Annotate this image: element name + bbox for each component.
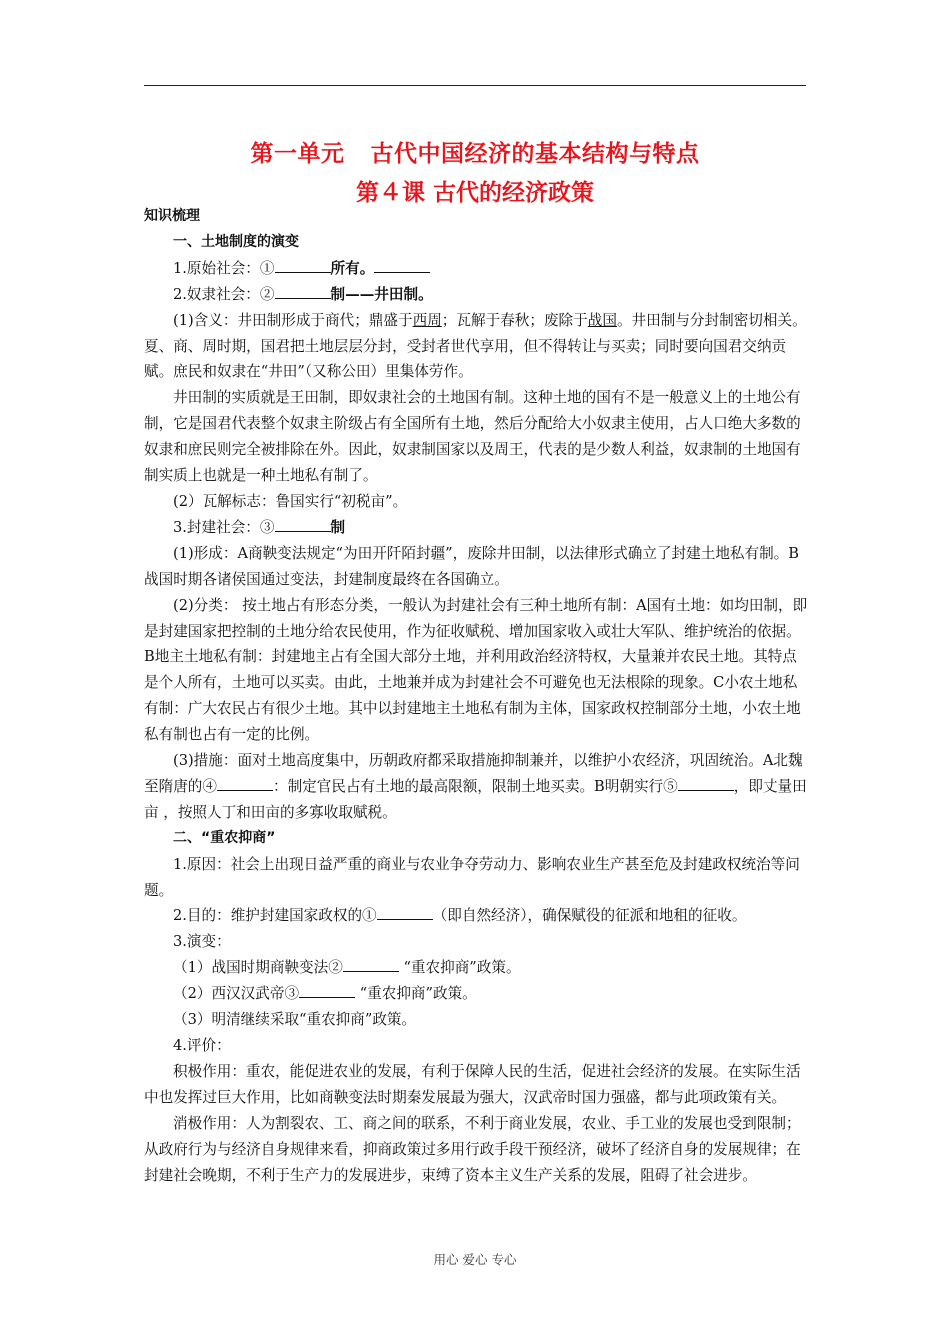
fill-blank-2[interactable]	[275, 285, 331, 299]
fill-blank-5[interactable]	[678, 777, 734, 791]
fill-blank-3[interactable]	[275, 518, 331, 532]
item-evolution-3: （3）明清继续采取“重农抑商”政策。	[173, 1011, 417, 1029]
fill-blank-s2-3[interactable]	[299, 984, 355, 998]
unit-title: 第一单元 古代中国经济的基本结构与特点	[250, 141, 700, 167]
fill-blank-4[interactable]	[217, 777, 273, 791]
section-2-heading: 二、“重农抑商”	[173, 829, 276, 846]
paragraph-collapse: (2）瓦解标志：鲁国实行“初税亩”。	[173, 492, 408, 510]
item-evaluation: 4.评价：	[173, 1037, 231, 1054]
fill-blank-s2-2[interactable]	[343, 958, 399, 972]
item-evolution-1: （1）战国时期商鞅变法② “重农抑商”政策。	[173, 959, 521, 977]
header-rule	[144, 85, 806, 86]
paragraph-positive: 积极作用：重农，能促进农业的发展，有利于保障人民的生活，促进社会经济的发展。在实际生活中也发挥过巨大作用，比如商鞅变法时期秦发展最为强大，汉武帝时国力强盛，都与此项政策有关。	[144, 1062, 801, 1106]
item-evolution-2: （2）西汉汉武帝③ “重农抑商”政策。	[173, 985, 477, 1003]
paragraph-negative: 消极作用：人为割裂农、工、商之间的联系，不利于商业发展，农业、手工业的发展也受到限制；从政府行为与经济自身规律来看，抑商政策过多用行政手段干预经济，破坏了经济自身的发展规律；在封建社会晚期，不利于生产力的发展进步，束缚了资本主义生产关系的发展，阻碍了社会进步。	[144, 1114, 801, 1184]
paragraph-classification: (2)分类： 按土地占有形态分类，一般认为封建社会有三种土地所有制：A国有土地：如均田制，即是封建国家把控制的土地分给农民使用，作为征收赋税、增加国家收入或壮大军队、维护统治的依据。B地主土地私有制：封建地主占有全国大部分土地，并利用政治经济特权，大量兼并农民土地。其特点是个人所有，土地可以买卖。由此，土地兼并成为封建社会不可避免也无法根除的现象。C小农土地私有制：广大农民占有很少土地。其中以封建地主土地私有制为主体，国家政权控制部分土地，小农土地私有制也占有一定的比例。	[144, 596, 808, 744]
paragraph-measures: (3)措施：面对土地高度集中，历朝政府都采取措施抑制兼并，以维护小农经济，巩固统治。A北魏至隋唐的④ ：制定官民占有土地的最高限额，限制土地买卖。B明朝实行⑤ ，即丈量田亩 ，按照人丁和田亩的多寡收取赋税。	[144, 752, 807, 821]
paragraph-formation: (1)形成：A商鞅变法规定“为田开阡陌封疆”，废除井田制，以法律形式确立了封建土地私有制。B战国时期各诸侯国通过变法，封建制度最终在各国确立。	[144, 544, 800, 588]
item-feudal: 3.封建社会：③ 制	[173, 518, 346, 536]
paragraph-meaning: (1)含义：井田制形成于商代；鼎盛于西周；瓦解于春秋；废除于战国。井田制与分封制密切相关。夏、商、周时期，国君把土地层层分封，受封者世代享用，但不得转让与买卖；同时要向国君交纳贡赋。庶民和奴隶在“井田”（又称公田）里集体劳作。	[144, 311, 807, 381]
fill-blank-s2-1[interactable]	[377, 906, 433, 920]
fill-blank-1[interactable]	[275, 259, 331, 273]
paragraph-purpose: 2.目的：维护封建国家政权的① （即自然经济），确保赋役的征派和地租的征收。	[173, 907, 747, 925]
item-evolution: 3.演变：	[173, 933, 231, 951]
page-footer: 用心 爱心 专心	[433, 1252, 517, 1267]
section-1-heading: 一、土地制度的演变	[173, 233, 299, 250]
fill-blank-1b[interactable]	[374, 259, 430, 273]
lesson-title: 第４课 古代的经济政策	[355, 180, 594, 206]
paragraph-reason: 1.原因：社会上出现日益严重的商业与农业争夺劳动力、影响农业生产甚至危及封建政权统治等问题。	[144, 855, 800, 899]
item-primitive: 1.原始社会：① 所有。	[144, 256, 808, 282]
paragraph-essence: 井田制的实质就是王田制，即奴隶社会的土地国有制。这种土地的国有不是一般意义上的土地公有制，它是国君代表整个奴隶主阶级占有全国所有土地，然后分配给大小奴隶主使用，占人口绝大多数的奴隶和庶民则完全被排除在外。因此，奴隶制国家以及周王，代表的是少数人利益，奴隶制的土地国有制实质上也就是一种土地私有制了。	[144, 389, 801, 485]
heading-knowledge: 知识梳理	[144, 208, 200, 224]
item-slavery: 2.奴隶社会：② 制——井田制。	[173, 285, 433, 303]
document-body	[144, 204, 808, 1188]
